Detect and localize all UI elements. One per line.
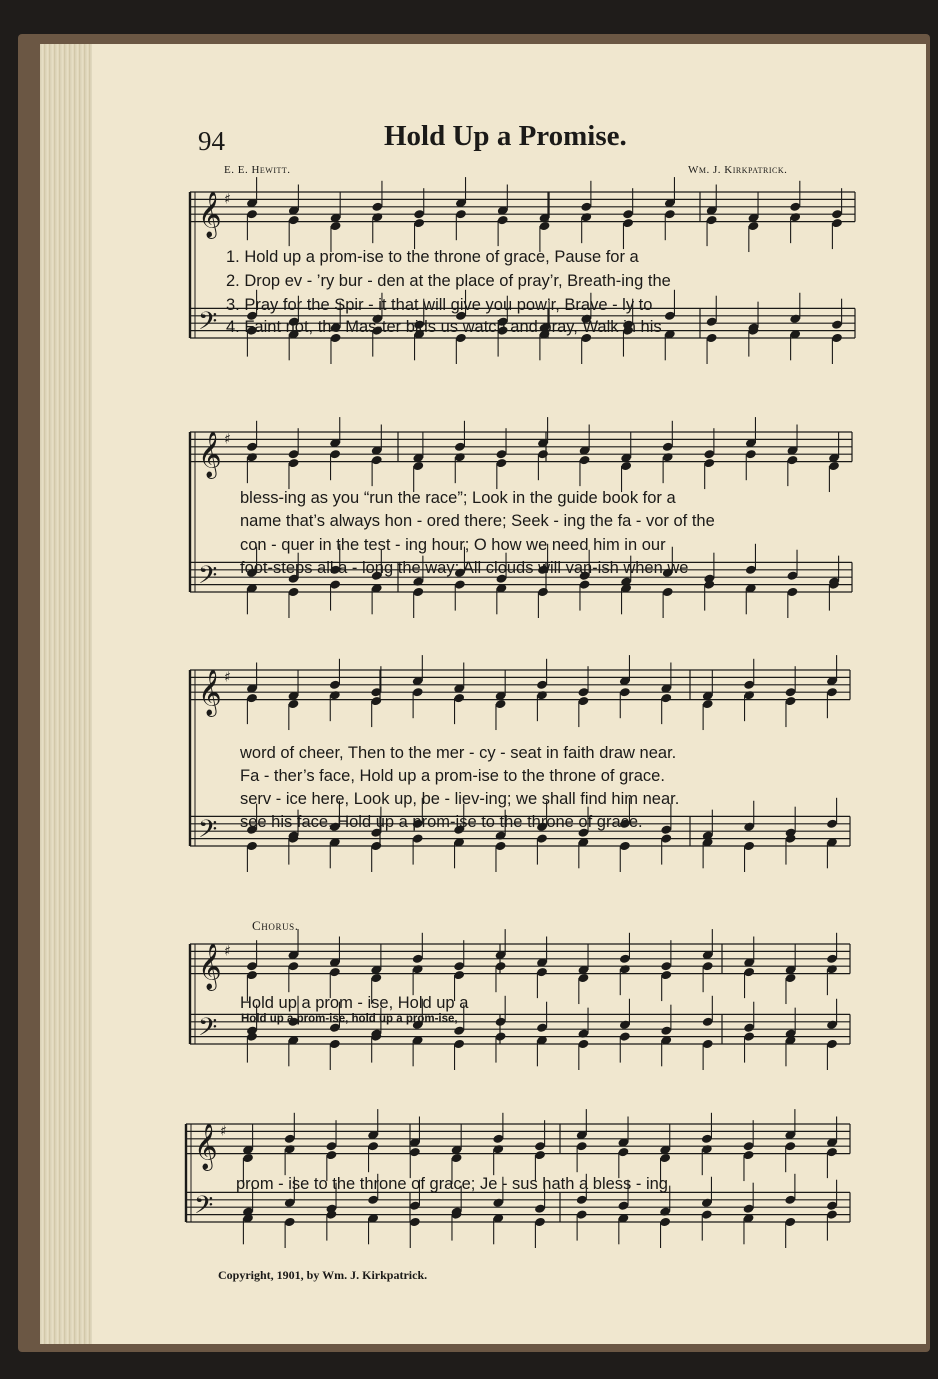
svg-text:𝄢: 𝄢: [198, 1013, 218, 1048]
svg-text:𝄢: 𝄢: [194, 1191, 214, 1226]
lyric-line: bless-ing as you “run the race”; Look in the guide book for a: [240, 489, 676, 507]
svg-text:𝄞: 𝄞: [198, 191, 222, 238]
copyright-notice: Copyright, 1901, by Wm. J. Kirkpatrick.: [218, 1268, 428, 1282]
svg-text:𝄢: 𝄢: [198, 307, 218, 342]
svg-text:𝄞: 𝄞: [198, 431, 222, 478]
lyric-line: name that’s always hon - ored there; Seek - ing the fa - vor of the: [240, 512, 715, 530]
lyric-line: serv - ice here, Look up, be - liev-ing; we shall find him near.: [240, 790, 680, 808]
svg-text:♯: ♯: [224, 943, 231, 960]
lyricist-credit: E. E. Hewitt.: [224, 164, 291, 176]
svg-text:𝄞: 𝄞: [194, 1123, 218, 1170]
lyric-line: 1. Hold up a prom-ise to the throne of grace, Pause for a: [226, 248, 639, 266]
svg-text:𝄞: 𝄞: [198, 943, 222, 990]
lyric-line: foot-steps all a - long the way; All clouds will van-ish when we: [240, 559, 689, 577]
lyric-line: word of cheer, Then to the mer - cy - seat in faith draw near.: [240, 744, 677, 762]
lyric-line: 4. Faint not, the Mas-ter bids us watch and pray, Walk in his: [226, 318, 662, 336]
lyric-line: 3. Pray for the Spir - it that will give you pow’r, Brave - ly to: [226, 296, 653, 314]
svg-text:𝄢: 𝄢: [198, 561, 218, 596]
lyric-line: Fa - ther’s face, Hold up a prom-ise to the throne of grace.: [240, 767, 665, 785]
lyric-line: con - quer in the test - ing hour; O how we need him in our: [240, 536, 666, 554]
svg-text:♯: ♯: [224, 669, 231, 686]
hymn-number: 94: [198, 126, 225, 156]
bass-lyric-line: Hold up a prom-ise, hold up a prom-ise,: [241, 1013, 458, 1025]
lyric-line: see his face, Hold up a prom-ise to the throne of grace.: [240, 813, 643, 831]
chorus-label: Chorus.: [252, 918, 299, 933]
lyric-line: 2. Drop ev - ’ry bur - den at the place of pray’r, Breath-ing the: [226, 272, 671, 290]
composer-credit: Wm. J. Kirkpatrick.: [688, 164, 788, 176]
svg-text:𝄢: 𝄢: [198, 815, 218, 850]
svg-text:♯: ♯: [220, 1123, 227, 1140]
lyric-line: Hold up a prom - ise, Hold up a: [240, 994, 469, 1012]
lyric-line: prom - ise to the throne of grace; Je - sus hath a bless - ing: [236, 1175, 668, 1193]
svg-text:♯: ♯: [224, 431, 231, 448]
svg-text:♯: ♯: [224, 191, 231, 208]
hymn-title: Hold Up a Promise.: [384, 120, 627, 152]
svg-text:𝄞: 𝄞: [198, 669, 222, 716]
